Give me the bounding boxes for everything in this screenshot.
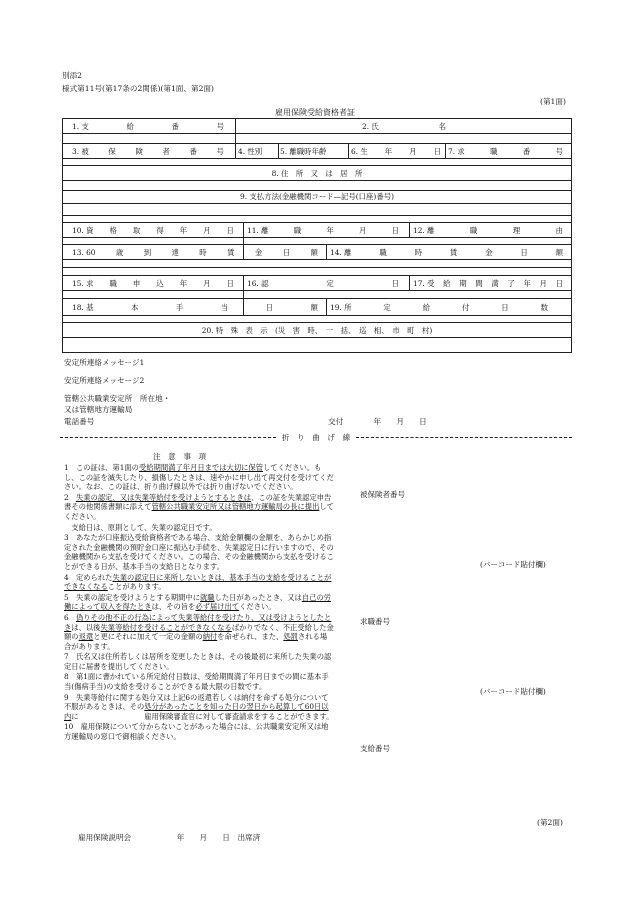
note-2: 2 失業の認定、又は失業等給付を受けようとするときは、この証を失業認定申告書その他関係書類に添えて管轄公共職業安定所又は管轄地方運輸局の長に提出してください。 bbox=[64, 492, 334, 521]
note-4: 4 定められた失業の認定日に来所しないときは、基本手当の支給を受けることができなくなることがあります。 bbox=[64, 572, 332, 592]
field-payment-number: 1. 支 給 番 号 bbox=[72, 121, 224, 131]
field-sex: 4. 性別 bbox=[238, 146, 263, 156]
field-separation-date: 11. 離 職 年 月 日 bbox=[247, 225, 399, 235]
office-address-line1: 管轄公共職業安定所 所在地・ bbox=[64, 394, 171, 403]
barcode-area-2: (バーコード貼付欄) bbox=[480, 687, 546, 696]
field-address: 8. 住 所 又 は 居 所 bbox=[271, 168, 363, 178]
page1-label: (第1面) bbox=[540, 97, 566, 106]
office-message-1: 安定所連絡メッセージ1 bbox=[64, 358, 145, 367]
note-2-sub: 支給日は、原則として、失業の認定日です。 bbox=[64, 522, 217, 532]
issue-date: 交付 年 月 日 bbox=[328, 417, 427, 426]
field-benefit-days: 19. 所 定 給 付 日 数 bbox=[330, 302, 548, 312]
field-job-seeker-number: 7. 求 職 番 号 bbox=[448, 146, 563, 156]
note-1: 1 この証は、第1面の受給期間満了年月日までは大切に保管してください。もし、この証を滅失したり、損傷したときは、速やかに申し出て再交付を受けてください。なお、この証は、折り曲げ線以外では折り曲げないでください。 bbox=[64, 463, 334, 492]
note-5: 5 失業の認定を受けようとする期間中に就職した日があったとき、又は自己の労働によって収入を得たときは、その旨を必ず届け出てください。 bbox=[64, 592, 331, 612]
field-separation-reason: 12. 離 職 理 由 bbox=[413, 225, 563, 235]
form-id: 様式第11号(第17条の2関係)(第1面、第2面) bbox=[62, 84, 214, 93]
annex-label: 別添2 bbox=[62, 71, 83, 80]
barcode-area-1: (バーコード貼付欄) bbox=[480, 560, 546, 569]
note-7: 7 氏名又は住所若しくは居所を変更したときは、その後最初に来所した失業の認定日に届書を提出してください。 bbox=[64, 652, 332, 671]
field-wage-at-separation: 14. 離 職 時 賃 金 日 額 bbox=[330, 247, 563, 257]
field-benefit-period-end: 17. 受 給 期 間 満 了 年 月 日 bbox=[413, 278, 563, 288]
job-number-label: 求職番号 bbox=[360, 617, 390, 626]
field-qualification-date: 10. 資 格 取 得 年 月 日 bbox=[72, 225, 234, 235]
insured-number-label: 被保険者番号 bbox=[360, 490, 405, 499]
briefing-attendance: 雇用保険説明会 年 月 日 出席済 bbox=[78, 833, 261, 842]
office-address-line2: 又は管轄地方運輸局 bbox=[64, 405, 133, 414]
payment-number-label: 支給番号 bbox=[360, 744, 390, 753]
field-birth-date: 6. 生 年 月 日 bbox=[351, 146, 441, 156]
field-insured-number: 3. 被 保 険 者 番 号 bbox=[72, 146, 224, 156]
office-phone: 電話番号 bbox=[64, 417, 95, 426]
field-name: 2. 氏 名 bbox=[362, 121, 446, 131]
field-certification-date: 16. 認 定 日 bbox=[247, 278, 399, 288]
notes-title: 注 意 事 項 bbox=[153, 452, 207, 461]
fold-line-label: 折 り 曲 げ 線 bbox=[281, 433, 351, 442]
field-basic-allowance: 18. 基 本 手 当 日 額 bbox=[72, 302, 318, 312]
field-special-notation: 20. 特 殊 表 示 (災 害 時、 一 括、 巡 相、 市 町 村) bbox=[201, 325, 433, 335]
note-6: 6 偽りその他不正の行為によって失業等給付を受けたり、又は受けようとしたときは、以後失業等給付を受けることができなくなるばかりでなく、不正受給した金額の返還と更にそれに加えて一定の金額の納付を命ぜられ、また、処罰される場合があります。 bbox=[64, 612, 334, 651]
field-application-date: 15. 求 職 申 込 年 月 日 bbox=[72, 278, 234, 288]
note-10: 10 雇用保険について分からないことがあった場合には、公共職業安定所又は地方運輸局の窓口で御相談ください。 bbox=[64, 722, 329, 742]
field-age-at-separation: 5. 離職時年齢 bbox=[280, 146, 327, 156]
fold-line bbox=[60, 432, 572, 443]
notes-section bbox=[64, 463, 334, 743]
field-wage-at-60: 13. 60 歳 到 達 時 賃 金 日 額 bbox=[72, 247, 318, 257]
form-title: 雇用保険受給資格者証 bbox=[275, 108, 355, 117]
office-message-2: 安定所連絡メッセージ2 bbox=[64, 376, 145, 385]
note-8: 8 第1面に書かれている所定給付日数は、受給期間満了年月日までの間に基本手当(傷病手当)の支給を受けることができる最大限の日数です。 bbox=[64, 672, 329, 692]
page2-label: (第2面) bbox=[537, 818, 563, 827]
note-9: 9 失業等給付に関する処分又は上記6の返還若しくは納付を命ずる処分について不服があるときは、その処分があったことを知った日の翌日から起算して60日以内に 雇用保険審査官に対して審査請求をすることができます。 bbox=[64, 692, 334, 721]
field-payment-method: 9. 支払方法(金融機関コード—記号(口座)番号) bbox=[240, 192, 394, 201]
note-3: 3 あなたが口座振込受給資格者である場合、支給金額欄の金額を、あらかじめ指定された金融機関の預貯金口座に振込む手続を、失業認定日に行いますので、その金融機関から支払を受けてください。この場合、その金融機関から支払を受けることができる日が、基本手当の支給日となります。 bbox=[64, 533, 334, 571]
